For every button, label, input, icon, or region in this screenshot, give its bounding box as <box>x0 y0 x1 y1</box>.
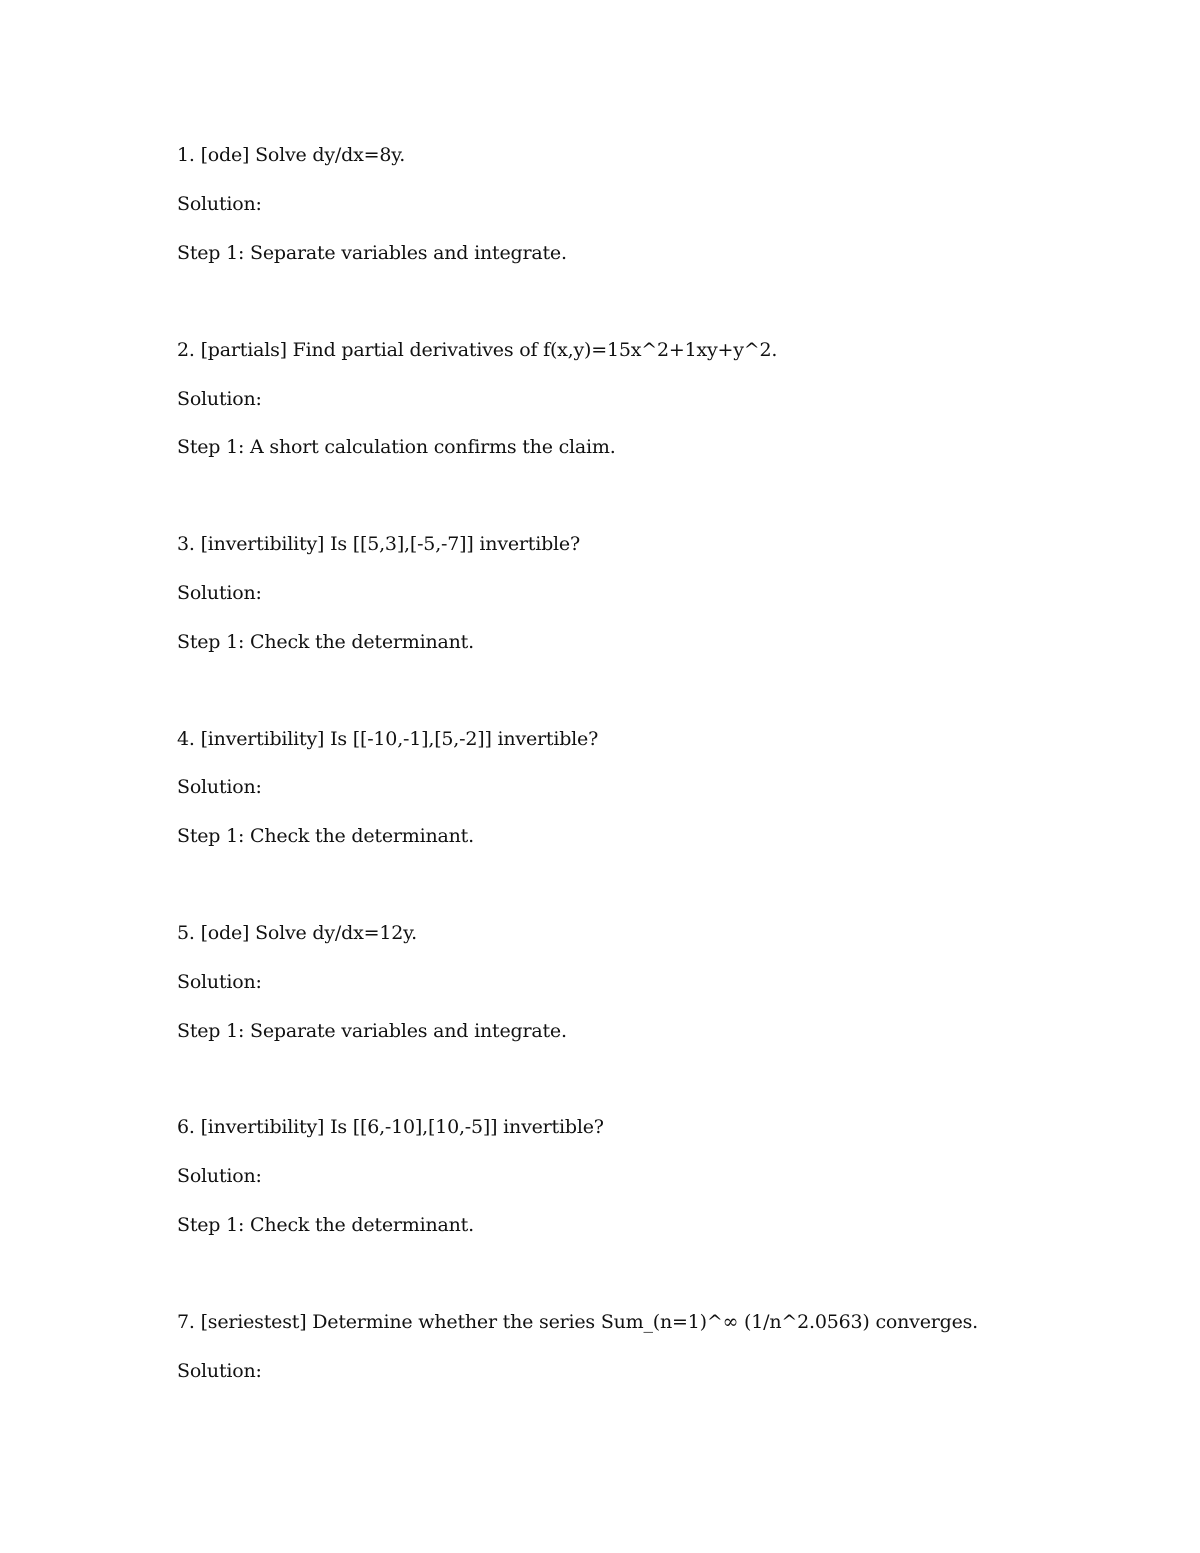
problem-3-step-1: Step 1: Check the determinant. <box>177 631 474 653</box>
problem-5-question: 5. [ode] Solve dy/dx=12y. <box>177 922 417 944</box>
problem-2-solution-label: Solution: <box>177 388 262 410</box>
problem-6-question: 6. [invertibility] Is [[6,-10],[10,-5]] invertible? <box>177 1116 604 1138</box>
problem-7-solution-label: Solution: <box>177 1360 262 1382</box>
problem-5-solution-label: Solution: <box>177 971 262 993</box>
problem-3-question: 3. [invertibility] Is [[5,3],[-5,-7]] invertible? <box>177 533 580 555</box>
problem-2-question: 2. [partials] Find partial derivatives of f(x,y)=15x^2+1xy+y^2. <box>177 339 778 361</box>
problem-5-step-1: Step 1: Separate variables and integrate. <box>177 1020 567 1042</box>
problem-4-solution-label: Solution: <box>177 776 262 798</box>
problem-4-step-1: Step 1: Check the determinant. <box>177 825 474 847</box>
problem-1-question: 1. [ode] Solve dy/dx=8y. <box>177 144 406 166</box>
problem-4-question: 4. [invertibility] Is [[-10,-1],[5,-2]] invertible? <box>177 728 599 750</box>
problem-6-step-1: Step 1: Check the determinant. <box>177 1214 474 1236</box>
problem-2-step-1: Step 1: A short calculation confirms the claim. <box>177 436 616 458</box>
problem-6-solution-label: Solution: <box>177 1165 262 1187</box>
problem-1-solution-label: Solution: <box>177 193 262 215</box>
problem-3-solution-label: Solution: <box>177 582 262 604</box>
problem-7-question: 7. [seriestest] Determine whether the series Sum_(n=1)^∞ (1/n^2.0563) converges. <box>177 1311 979 1333</box>
problem-1-step-1: Step 1: Separate variables and integrate. <box>177 242 567 264</box>
